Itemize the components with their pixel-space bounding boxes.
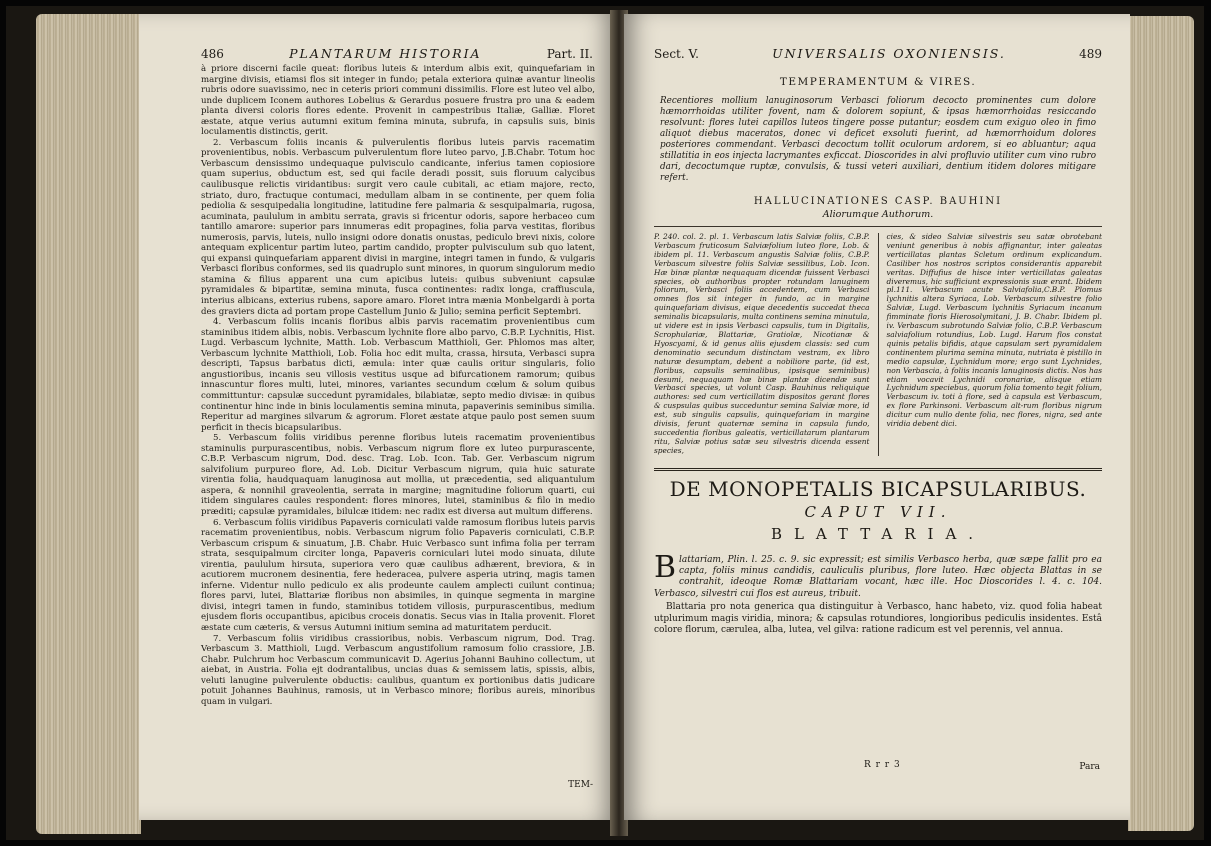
chapter-rule	[654, 468, 1102, 471]
chapter-title: DE MONOPETALIS BICAPSULARIBUS.	[669, 476, 1087, 501]
left-page-header	[201, 46, 593, 61]
left-paragraph: 2. Verbascum foliis incanis & pulverulentis floribus luteis parvis racematim provenientibus, nobis. Verbascum pulverulentum flore luteo parvo, J.B.Chabr. Totum hoc Verbascum densissimo undequaque pulvisculo candicante, inferius tamen copiosiore quam superius, obductum est, sed qui facile deradi possit, suis floruum calycibus caulibusque relictis viridantibus: surgit vero caule cubitali, ac etiam majore, recto, striato, duro, fractuque contumaci, medullam albam in se continente, per quem folia pediolia & sesquipedalia longitudine, latitudine fere palmaria & sesquipalmaria, rugosa, acuminata, paululum in ambitu serrata, gravis si fricentur odoris, sapore herbaceo cum tantillo amarore: superior pars innumeras edit propagines, folia parva vestitas, floribus numerosis, parvis, luteis, nullo insigni odore donatis onustas, pediculo brevi nixis, colore antequam explicentur partim luteo, partim candido, propter pulvisculum sub quo latent, qui expansi quinquefariam apparent divisi in margine, integri tamen in fundo, & vulgaris Verbasci floribus conformes, sed iis quadruplo sunt minores, in quorum singulorum medio stamina & filius apparent una cum apicibus luteis: quibus subveniunt capsulæ pyramidales & bipartitæ, semina minuta, fusca continentes: radix longa, craffiuscula, interius albicans, exterius rubens, sapore amaro. Floret intra mænia Monbelgardi à porta des graviers dicta ad portam prope Castellum Junio & Julio; semina perficit Septembri.	[201, 137, 595, 317]
left-part-label: Part. II.	[546, 47, 593, 61]
blattaria-intro-text: lattariam, Plin. l. 25. c. 9. sic expressit; est similis Verbasco herba, quæ sæpe fallit pro ea capta, foliis minus candidis, cauliculis pluribus, flore luteo. Hæc objecta Blattas in se contrahit, ideoque Romæ Blattariam vocant, hæc ille. Hoc Dioscorides l. 4. c. 104. Verbasco, silvestri cui flos est aureus, tribuit.	[654, 554, 1102, 599]
right-page	[624, 14, 1130, 820]
temperamentum-text: Recentiores mollium lanuginosorum Verbasci foliorum decocto prominentes cum dolore hæmorrhoidas utiliter fovent, nam & dolorem sopiunt, & ipsas hæmorrhoidas resiccando resolvunt: flores lutei capillos luteos tingere posse putantur; eosdem cum exiguo oleo in fimo aliquot diebus maceratos, donec vi deficet exsoluti fuerint, ad hæmorrhoidum dolores posteriores commendant. Verbasci decoctum tollit oculorum ardorem, si eo abluantur; aqua stillatitia in eos injecta lacrymantes exficcat. Dioscorides in alvi profluvio utiliter cum vino rubro dari, decoctumque ruptæ, convulsis, & tussi veteri auxiliari, dentium itidem dolores mitigare refert.	[660, 96, 1096, 183]
hallucinationes-subheading: Aliorumque Authorum.	[822, 209, 934, 220]
blattaria-heading: BLATTARIA.	[770, 524, 986, 543]
right-catchword: Para	[1079, 762, 1100, 772]
signature-mark: R r r 3	[864, 760, 901, 770]
right-page-header	[654, 46, 1102, 61]
right-page-edges	[1128, 16, 1194, 831]
left-page-number: 486	[201, 47, 224, 61]
caput-heading: CAPUT VII.	[804, 502, 952, 521]
hallucinationes-heading: HALLUCINATIONES CASP. BAUHINI	[753, 196, 1003, 207]
hallucinationes-column-2: cies, & sideo Salviæ silvestris seu satæ obrotebant veniunt generibus à nobis affignantur, inter galeatas verticillatas plantas Scletum ordinum explicandum. Casiliber hos nostros scriptos considerantis apparebit veritas. Diffufius de hisce inter verticillatas galeatas diveremus, hic sufficiunt expressionis suæ erant. Ibidem pl.111. Verbascum acute Salviafolia,C.B.P. Plomus lychnitis altera Syriaca, Lob. Verbascum silvestre folio Salviæ, Lugd. Verbascum lychnitis Syriacum incanum fimminate floris Hierosolymitani, J. B. Chabr. Ibidem pl. iv. Verbascum subrotundo Salviæ folio, C.B.P. Verbascum salviafolium rotundius, Lob. Lugd. Harum flos constat quinis petalis bifidis, atque capsulam sert pyramidalem continentem plurima semina minuta, nutriata è pistillo in medio capsulæ, Lychnidum more; ergo sunt Lychnides, non Verbascia, à foliis incanis lanuginosis dictis. Nos has etiam vocavit Lychnidi coronariæ, alisque etiam Lychnidum speciebus, quorum folia tomento tegit folium, Verbascum iv. toti à flore, sed à capsula est Verbascum, ex flore Parkinsoni. Verbascum alt-rum floribus nigrum dicitur cum nullo dente folia, nec flores, nigra, sed ante viridia debent dici.	[886, 232, 1102, 429]
right-page-number: 489	[1079, 47, 1102, 61]
book	[6, 6, 1204, 840]
left-paragraph: 4. Verbascum foliis incanis floribus albis parvis racematim provenientibus cum staminibus itidem albis, nobis. Verbascum lychnite flore albo parvo, C.B.P. Lychnitis, Hist. Lugd. Verbascum lychnite, Matth. Lob. Verbascum Matthioli, Ger. Phlomos mas alter, Verbascum lychnite Matthioli, Lob. Folia hoc edit multa, crassa, hirsuta, Verbasci supra descripti, Tapsus barbatus dicti, æmula: inter quæ caulis oritur singularis, folio angustioribus, incanis seu villosis vestitus usque ad bifurcationem ramorum; quibus innascuntur flores multi, lutei, minores, variantes secundum cœlum & solum quibus committuntur: capsulæ succedunt pyramidales, bilabiatæ, septo medio divisæ: in quibus continentur hinc inde in binis loculamentis semina minuta, papaverinis seminibus similia. Reperitur ad margines silvarum & agrorum. Floret æstate atque paulo post semen suum perficit in thecis bicapsularibus.	[201, 317, 595, 433]
right-section-label: Sect. V.	[654, 47, 699, 61]
left-paragraph: 5. Verbascum foliis viridibus perenne floribus luteis racematim provenientibus staminulis purpurascentibus, nobis. Verbascum nigrum flore ex luteo purpurascente, C.B.P. Verbascum nigrum, Dod. desc. Trag. Lob. Icon. Tab. Ger. Verbascum nigrum salvifolium purpureo flore, Ad. Lob. Dicitur Verbascum nigrum, quia huic saturate virentia folia, haudquaquam lanuginosa aut mollia, ut præcedentia, sed aliquantulum aspera, & nonnihil graveolentia, serrata in margine; magnitudine foliorum quarti, cui itidem singulares caules respondent: flores minores, lutei, staminibus & filo in medio præditi; capsulæ pyramidales, bilulcæ itidem: nec radix est diversa aut multum differens.	[201, 433, 595, 517]
blattaria-generic-note: Blattaria pro nota generica qua distinguitur à Verbasco, hanc habeto, viz. quod folia habeat utplurimum magis viridia, minora; & capsulas rotundiores, longioribus pediculis insidentes. Estâ colore florum, cærulea, alba, lutea, vel gilva: ratione radicum est vel perennis, vel annua.	[654, 602, 1102, 636]
left-body-text	[201, 64, 595, 707]
left-paragraph: 7. Verbascum foliis viridibus crassioribus, nobis. Verbascum nigrum, Dod. Trag. Verbascum 3. Matthioli, Lugd. Verbascum angustifolium ramosum folio crassiore, J.B. Chabr. Pulchrum hoc Verbascum communicavit D. Agerius Johanni Bauhino collectum, ut aiebat, in Austria. Folia ejt dodrantalibus, uncias duas & semissem latis, spissis, albis, veluti lanugine pulverulente obductis: caulibus, quantum ex portionibus datis judicare potuit Johannes Bauhinus, ramosis, ut in Verbasco minore; floribus aureis, minoribus quam in vulgari.	[201, 633, 595, 707]
left-page	[139, 14, 615, 820]
temperamentum-heading: TEMPERAMENTUM & VIRES.	[779, 76, 977, 88]
blattaria-intro	[654, 549, 1102, 601]
right-page-content	[654, 62, 1102, 637]
left-running-title: PLANTARUM HISTORIA	[289, 46, 482, 61]
right-running-title: UNIVERSALIS OXONIENSIS.	[772, 46, 1006, 61]
left-catchword: TEM-	[568, 780, 593, 790]
drop-cap-b: B	[654, 549, 677, 585]
left-paragraph: 6. Verbascum foliis viridibus Papaveris corniculati valde ramosum floribus luteis parvis racematim provenientibus, nobis. Verbascum nigrum folio Papaveris corniculati, C.B.P. Verbascum crispum & sinuatum, J.B. Chabr. Huic Verbasco sunt infima folia per terram strata, sesquipalmum circiter longa, Papaveris corniculari lutei modo sinuata, dilute virentia, paululum hirsuta, superiora vero quæ caulibus adhærent, breviora, & in acutiorem mucronem desinentia, fere hederacea, pulvere asperia utrinq, magis tamen inferne. Videntur nullo pediculo ex alis prodeunte caulem amplecti cuilunt continua; flores parvi, lutei, Blattariæ floribus non absimiles, in quinque segmenta in margine divisi, integri tamen in fundo, staminibus totidem villosis, purpurascentibus, medium ejusdem floris occupantibus, apicibus croceis donatis. Secus vias in Italia provenit. Floret æstate cum cæteris, & versus Autumni initium semina ad maturitatem perducit.	[201, 517, 595, 633]
left-paragraph: à priore discerni facile queat: floribus luteis & interdum albis exit, quinquefariam in margine divisis, etiamsi flos sit integer in fundo; petala exteriora quinæ avantur lineolis rubris odore suavissimo, nec in ceteris priori communi dissimilis. Flore est luteo vel albo, unde duplicem Iconem authores Lobelius & Gerardus posuere frustra pro una & eadem planta diversi coloris flores edente. Provenit in campestribus Italiæ, Galliæ. Floret æstate, atque verius autumni exitum femina minuta, subrufa, in capsulis suis, binis loculamentis distinctis, gerit.	[201, 64, 595, 138]
hallucinationes-column-1: P. 240. col. 2. pl. 1. Verbascum latis Salviæ foliis, C.B.P. Verbascum fruticosum Salviæfolium luteo flore, Lob. & ibidem pl. 11. Verbascum angustis Salviæ foliis, C.B.P. Verbascum silvestre foliis Salviæ sessilibus, Lob. Icon. Hæ binæ plantæ nequaquam dicendæ fuissent Verbasci species, ob authoribus propter rotundam lanuginem foliorum, Verbasci foliis accedentem, cum Verbasci omnes flos sit integer in fundo, ac in margine quinquefariam divisus, eique decedentis succedat theca seminalis bicapsularis, multa continens semina minutula, ut videre est in ipsis Verbasci capsulis, tum in Digitalis, Scrophulariæ, Blattariæ, Gratiolæ, Nicotianæ & Hyoscyami, & id genus aliis ejusdem classis: sed cum denominatio secundum distinctam vestram, ex libro naturæ desumptam, debent a nobiliore parte, (id est, floribus, capsulis seminalibus, ipsisque seminibus) desumi, nequaquam hæ binæ plantæ dicendæ sunt Verbasci species, ut volunt Casp. Bauhinus reliquique authores: sed cum verticillatim dispositos gerant flores & cuspsulas quibus succeduntur semina Salviæ more, id est, sub singulis capsulis, quinquefariam in margine divisis, ferunt quaternæ semina in capsula fundo, succedentia floribus galeatis, verticillatarum plantarum ritu, Salviæ potius satæ seu silvestris dicenda essent species,	[654, 233, 879, 456]
section-rule	[654, 226, 1102, 227]
left-page-edges	[36, 14, 141, 834]
hallucinationes-columns	[654, 233, 1102, 456]
